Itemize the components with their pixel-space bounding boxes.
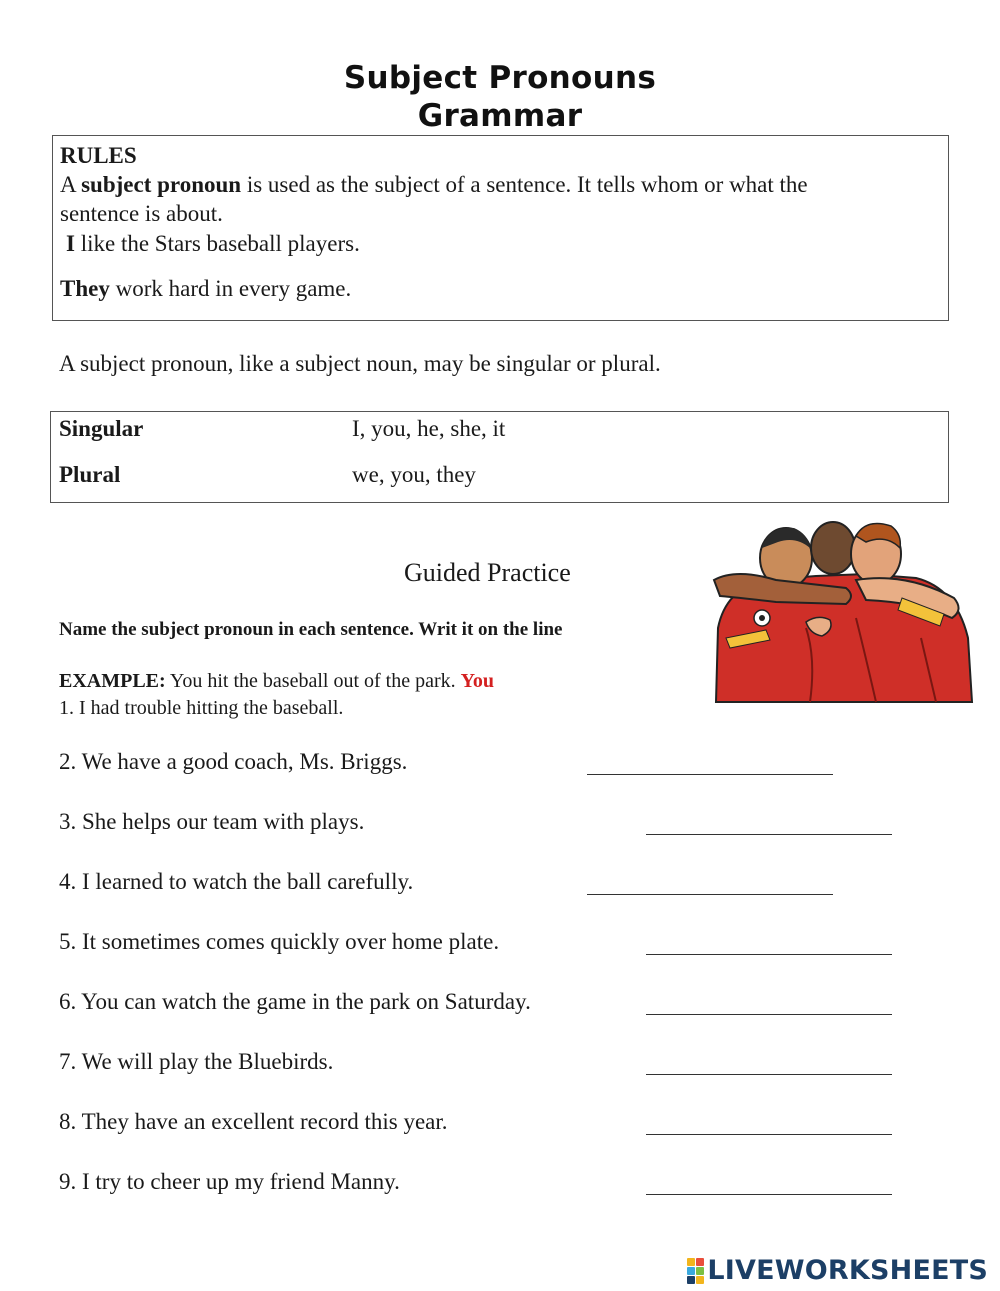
table-label-plural: Plural — [59, 462, 121, 487]
example-sentence: You hit the baseball out of the park. — [165, 670, 461, 692]
rules-box — [52, 135, 949, 321]
team-hug-illustration — [706, 518, 974, 704]
practice-item-3: 3. She helps our team with plays. — [59, 809, 365, 834]
answer-line-7[interactable] — [646, 1074, 892, 1075]
practice-item-9: 9. I try to cheer up my friend Manny. — [59, 1169, 400, 1194]
rules-intro-rest: is used as the subject of a sentence. It tells whom or what the — [241, 172, 808, 197]
rules-example-2 — [60, 274, 351, 303]
ball-badge-center — [759, 615, 765, 621]
practice-instruction: Name the subject pronoun in each sentence. Writ it on the line — [59, 619, 563, 640]
rules-definition-line2: sentence is about. — [60, 201, 223, 226]
guided-practice-heading: Guided Practice — [404, 558, 571, 587]
rules-example-1 — [66, 229, 360, 258]
answer-line-8[interactable] — [646, 1134, 892, 1135]
liveworksheets-wordmark: LIVEWORKSHEETS — [707, 1255, 988, 1286]
liveworksheets-mark-icon — [687, 1258, 704, 1284]
answer-line-2[interactable] — [587, 774, 833, 775]
practice-item-2: 2. We have a good coach, Ms. Briggs. — [59, 749, 408, 774]
practice-item-4: 4. I learned to watch the ball carefully. — [59, 869, 414, 894]
rules-term: subject pronoun — [81, 172, 242, 197]
practice-item-8: 8. They have an excellent record this year. — [59, 1109, 448, 1134]
singular-plural-note: A subject pronoun, like a subject noun, may be singular or plural. — [59, 351, 661, 376]
answer-line-5[interactable] — [646, 954, 892, 955]
rules-example-1-pronoun: I — [66, 231, 75, 256]
practice-item-6: 6. You can watch the game in the park on Saturday. — [59, 989, 531, 1014]
practice-item-1: 1. I had trouble hitting the baseball. — [59, 697, 344, 719]
page-subtitle: Grammar — [417, 98, 583, 134]
example-answer: You — [460, 670, 494, 692]
rules-example-2-pronoun: They — [60, 276, 110, 301]
example-line — [59, 670, 494, 693]
practice-item-5: 5. It sometimes comes quickly over home plate. — [59, 929, 500, 954]
table-pronouns-plural: we, you, they — [352, 462, 476, 487]
player-head-middle — [811, 522, 855, 574]
practice-item-7: 7. We will play the Bluebirds. — [59, 1049, 334, 1074]
table-label-singular: Singular — [59, 416, 144, 441]
table-pronouns-singular: I, you, he, she, it — [352, 416, 506, 441]
rules-definition — [60, 170, 808, 199]
example-label: EXAMPLE: — [59, 670, 166, 692]
pronoun-table — [50, 411, 949, 503]
rules-example-1-text: like the Stars baseball players. — [74, 231, 360, 256]
rules-intro-prefix: A — [60, 172, 82, 197]
liveworksheets-logo — [687, 1255, 988, 1286]
answer-line-3[interactable] — [646, 834, 892, 835]
page-title: Subject Pronouns — [343, 60, 657, 96]
answer-line-4[interactable] — [587, 894, 833, 895]
answer-line-9[interactable] — [646, 1194, 892, 1195]
rules-heading: RULES — [60, 143, 137, 168]
answer-line-6[interactable] — [646, 1014, 892, 1015]
rules-example-2-text: work hard in every game. — [109, 276, 352, 301]
